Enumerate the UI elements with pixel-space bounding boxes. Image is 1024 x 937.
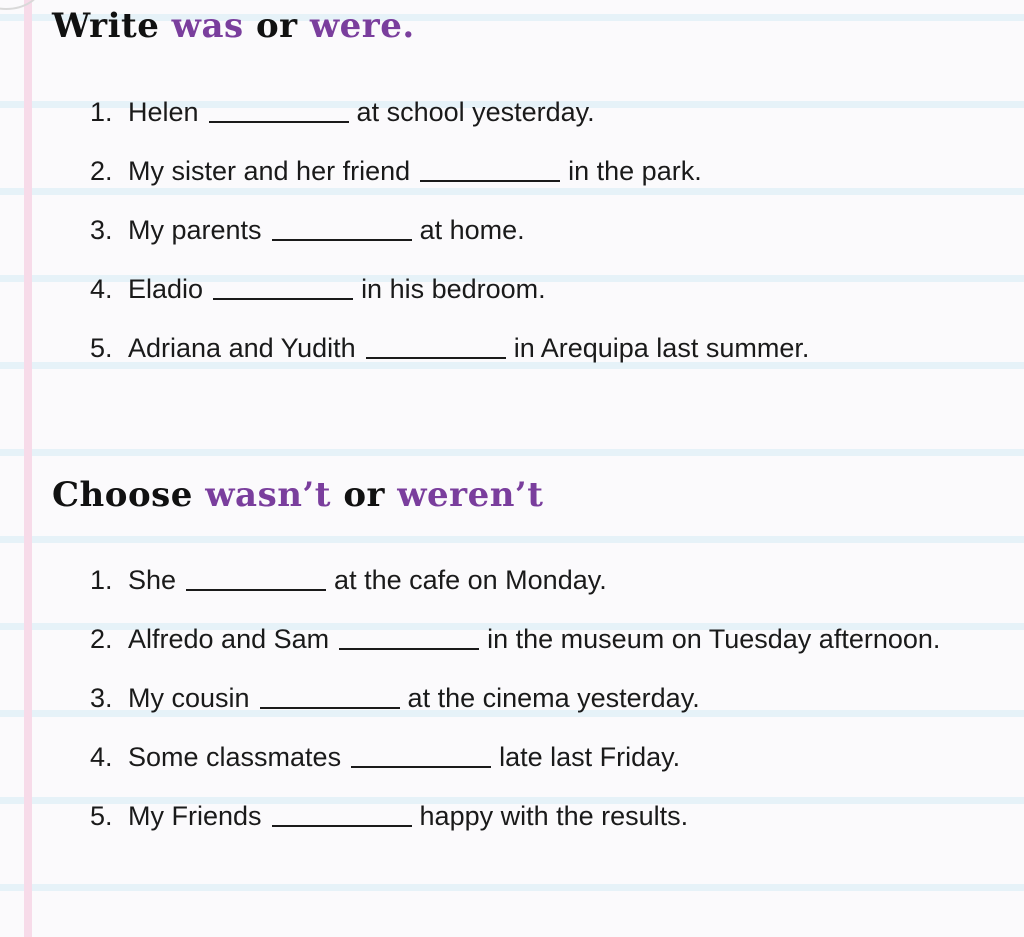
exercise-item <box>90 328 809 368</box>
section2-heading-word1: Choose <box>52 475 193 515</box>
exercise-item <box>90 678 700 718</box>
exercise-item <box>90 737 680 777</box>
exercise-item <box>90 796 688 836</box>
item-subject: Eladio <box>128 274 204 304</box>
item-predicate: in his bedroom. <box>361 274 546 304</box>
exercise-item <box>90 619 940 659</box>
item-predicate: at the cafe on Monday. <box>334 565 607 595</box>
item-subject: My sister and her friend <box>128 156 411 186</box>
section2-heading-accent1: wasn’t <box>205 475 331 515</box>
answer-blank[interactable] <box>209 97 349 123</box>
exercise-item <box>90 92 595 132</box>
item-number: 1. <box>90 97 113 127</box>
section2-heading-word2: or <box>343 475 385 515</box>
exercise-item <box>90 151 702 191</box>
margin-line <box>24 0 32 937</box>
answer-blank[interactable] <box>260 683 400 709</box>
section1-heading <box>52 6 415 46</box>
item-number: 5. <box>90 333 113 363</box>
answer-blank[interactable] <box>272 801 412 827</box>
item-subject: My parents <box>128 215 262 245</box>
section1-heading-word2: or <box>255 6 298 46</box>
item-predicate: in the park. <box>568 156 702 186</box>
item-number: 1. <box>90 565 113 595</box>
item-subject: Adriana and Yudith <box>128 333 356 363</box>
answer-blank[interactable] <box>351 742 491 768</box>
exercise-item <box>90 560 607 600</box>
item-number: 4. <box>90 742 113 772</box>
item-subject: Some classmates <box>128 742 342 772</box>
answer-blank[interactable] <box>366 333 506 359</box>
item-subject: My Friends <box>128 801 262 831</box>
section1-heading-accent1: was <box>171 6 244 46</box>
item-number: 5. <box>90 801 113 831</box>
item-predicate: at home. <box>419 215 525 245</box>
answer-blank[interactable] <box>339 624 479 650</box>
item-predicate: in Arequipa last summer. <box>513 333 810 363</box>
item-predicate: at school yesterday. <box>356 97 595 127</box>
section1-heading-accent2: were. <box>309 6 415 46</box>
section2-heading <box>52 475 543 515</box>
item-number: 2. <box>90 156 113 186</box>
section1-heading-word1: Write <box>52 6 160 46</box>
item-number: 2. <box>90 624 113 654</box>
section2-heading-accent2: weren’t <box>397 475 544 515</box>
item-number: 3. <box>90 215 113 245</box>
item-predicate: happy with the results. <box>419 801 689 831</box>
exercise-item <box>90 269 546 309</box>
answer-blank[interactable] <box>272 215 412 241</box>
item-predicate: in the museum on Tuesday afternoon. <box>487 624 941 654</box>
exercise-item <box>90 210 525 250</box>
item-subject: Alfredo and Sam <box>128 624 330 654</box>
answer-blank[interactable] <box>213 274 353 300</box>
answer-blank[interactable] <box>420 156 560 182</box>
answer-blank[interactable] <box>186 565 326 591</box>
item-number: 4. <box>90 274 113 304</box>
item-predicate: late last Friday. <box>499 742 681 772</box>
item-subject: She <box>128 565 177 595</box>
item-predicate: at the cinema yesterday. <box>407 683 700 713</box>
item-subject: Helen <box>128 97 199 127</box>
item-number: 3. <box>90 683 113 713</box>
item-subject: My cousin <box>128 683 250 713</box>
